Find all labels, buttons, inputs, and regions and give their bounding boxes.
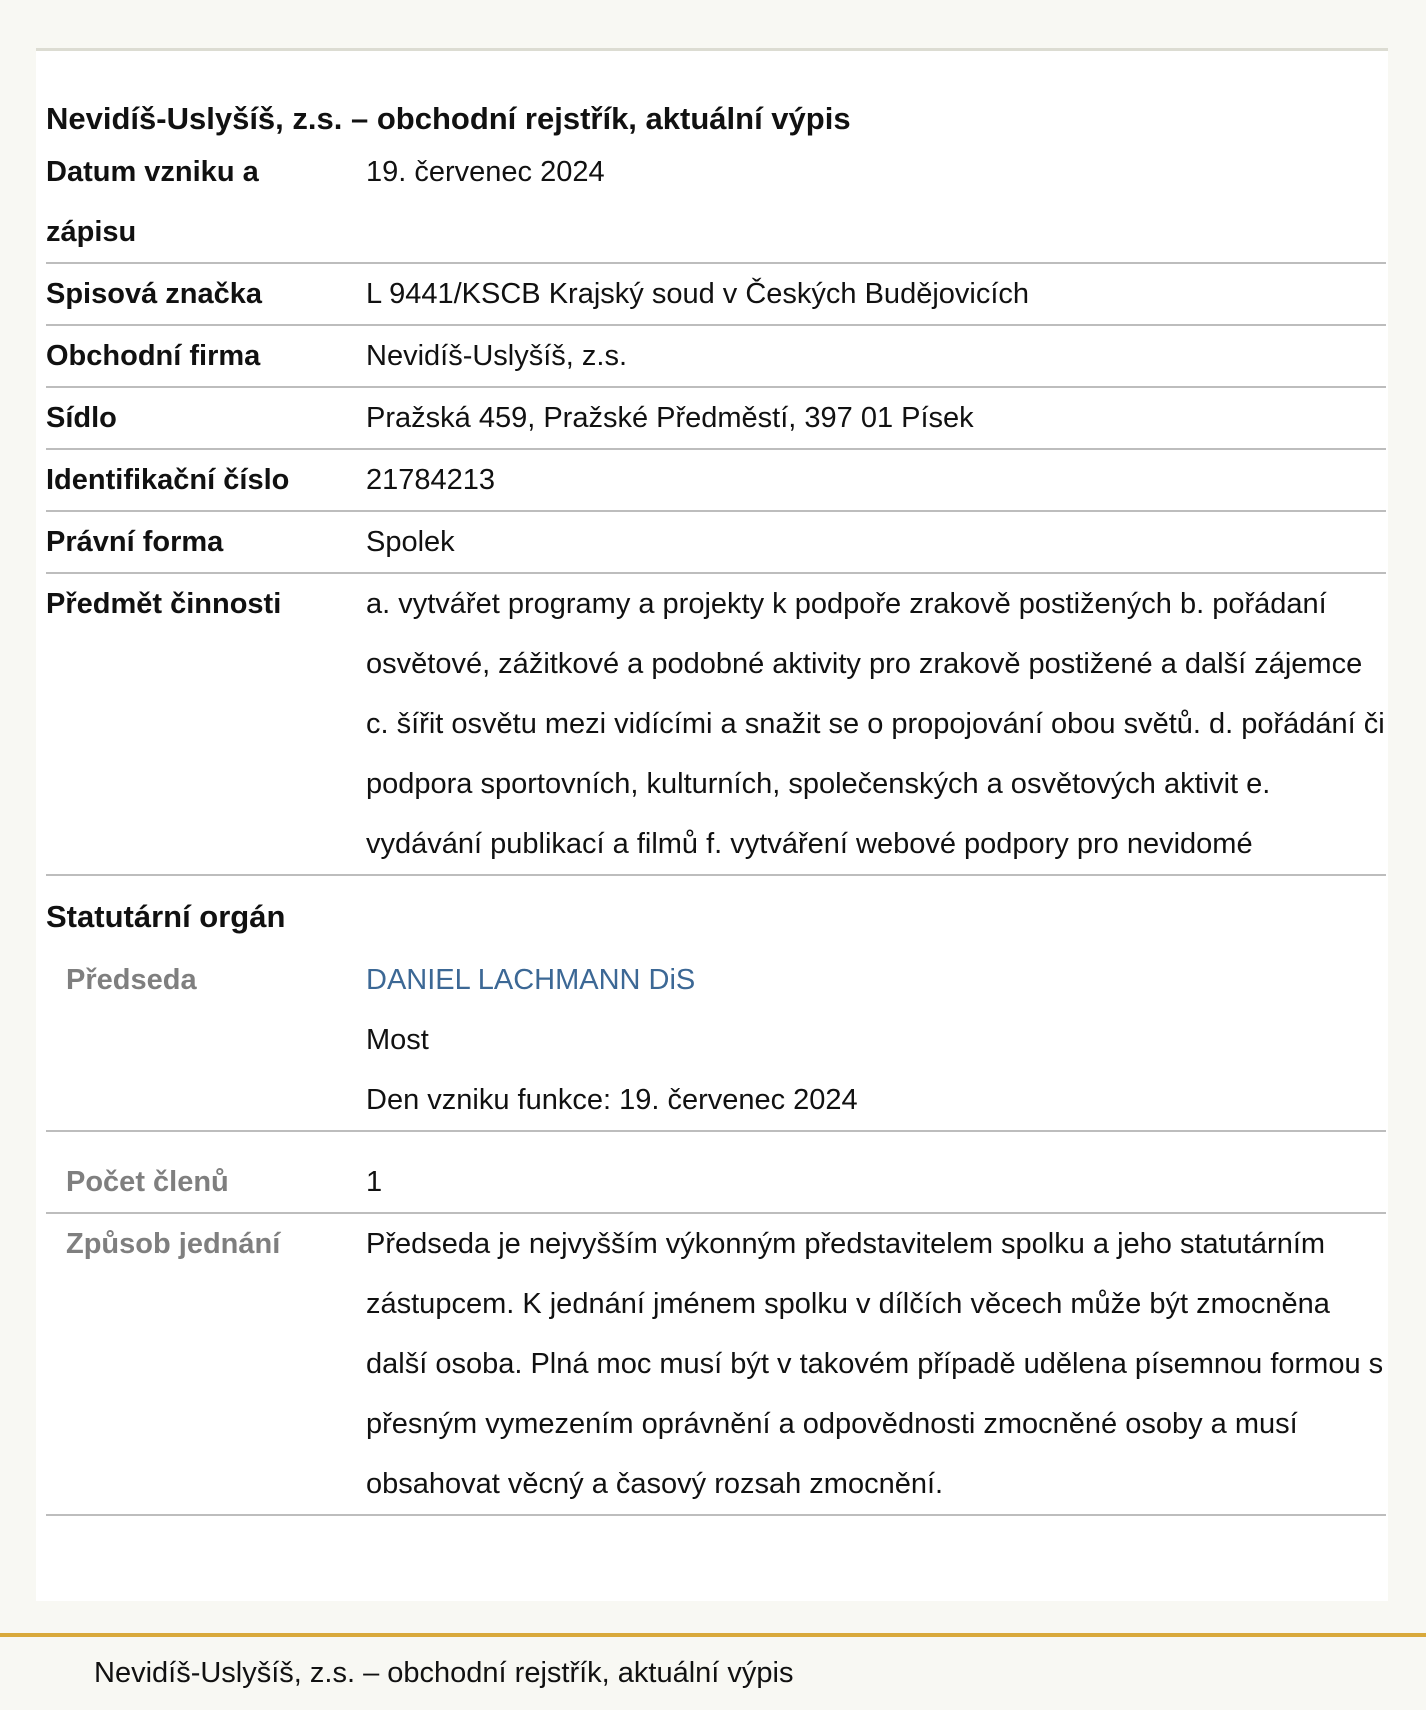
footer-bar <box>0 1633 1426 1710</box>
row-activities <box>46 574 1386 876</box>
row-conduct <box>46 1214 1386 1516</box>
section-heading-statutory: Statutární orgán <box>46 899 286 934</box>
row-member-count <box>46 1132 1386 1214</box>
row-chair <box>46 940 1386 1132</box>
row-value: 1 <box>366 1166 383 1198</box>
row-label: Obchodní firma <box>46 340 261 372</box>
row-value: 19. červenec 2024 <box>366 156 605 188</box>
chair-since: Den vzniku funkce: 19. červenec 2024 <box>366 1084 858 1116</box>
row-value: Nevidíš-Uslyšíš, z.s. <box>366 340 628 372</box>
row-legal-form <box>46 512 1386 574</box>
row-label: Datum vzniku a zápisu <box>46 156 259 248</box>
row-founding-date <box>46 142 1386 264</box>
register-extract <box>46 96 1386 1516</box>
row-company-name <box>46 326 1386 388</box>
row-value: 21784213 <box>366 464 496 496</box>
page-title: Nevidíš-Uslyšíš, z.s. – obchodní rejstřík, aktuální výpis <box>46 101 851 136</box>
chair-place: Most <box>366 1024 429 1056</box>
row-id-number <box>46 450 1386 512</box>
row-label: Předmět činnosti <box>46 588 282 620</box>
row-file-number <box>46 264 1386 326</box>
register-extract-card <box>36 48 1388 1601</box>
footer-title: Nevidíš-Uslyšíš, z.s. – obchodní rejstřík, aktuální výpis <box>94 1657 794 1689</box>
row-value: L 9441/KSCB Krajský soud v Českých Budějovicích <box>366 278 1030 310</box>
row-label: Spisová značka <box>46 278 262 310</box>
row-label: Sídlo <box>46 402 117 434</box>
row-label: Identifikační číslo <box>46 464 290 496</box>
row-value: Předseda je nejvyšším výkonným představitelem spolku a jeho statutárním zástupcem. K jednání jménem spolku v dílčích věcech může být zmocněna další osoba. Plná moc musí být v takovém případě udělena písemnou formou s přesným vymezením oprávnění a odpovědnosti zmocněné osoby a musí obsahovat věcný a časový rozsah zmocnění. <box>366 1228 1384 1500</box>
row-seat <box>46 388 1386 450</box>
row-value: a. vytvářet programy a projekty k podpoře zrakově postižených b. pořádaní osvětové, zážitkové a podobné aktivity pro zrakově postižené a další zájemce c. šířit osvětu mezi vidícími a snažit se o propojování obou světů. d. pořádání či podpora sportovních, kulturních, společenských a osvětových aktivit e. vydávání publikací a filmů f. vytváření webové podpory pro nevidomé <box>366 588 1385 860</box>
row-value: Pražská 459, Pražské Předměstí, 397 01 Písek <box>366 402 974 434</box>
row-value: Spolek <box>366 526 455 558</box>
row-label: Právní forma <box>46 526 224 558</box>
row-label: Způsob jednání <box>66 1228 281 1260</box>
row-label: Předseda <box>66 964 197 996</box>
chair-name-link[interactable]: DANIEL LACHMANN DiS <box>366 964 696 996</box>
row-label: Počet členů <box>66 1166 229 1198</box>
chair-details <box>366 950 1386 1130</box>
